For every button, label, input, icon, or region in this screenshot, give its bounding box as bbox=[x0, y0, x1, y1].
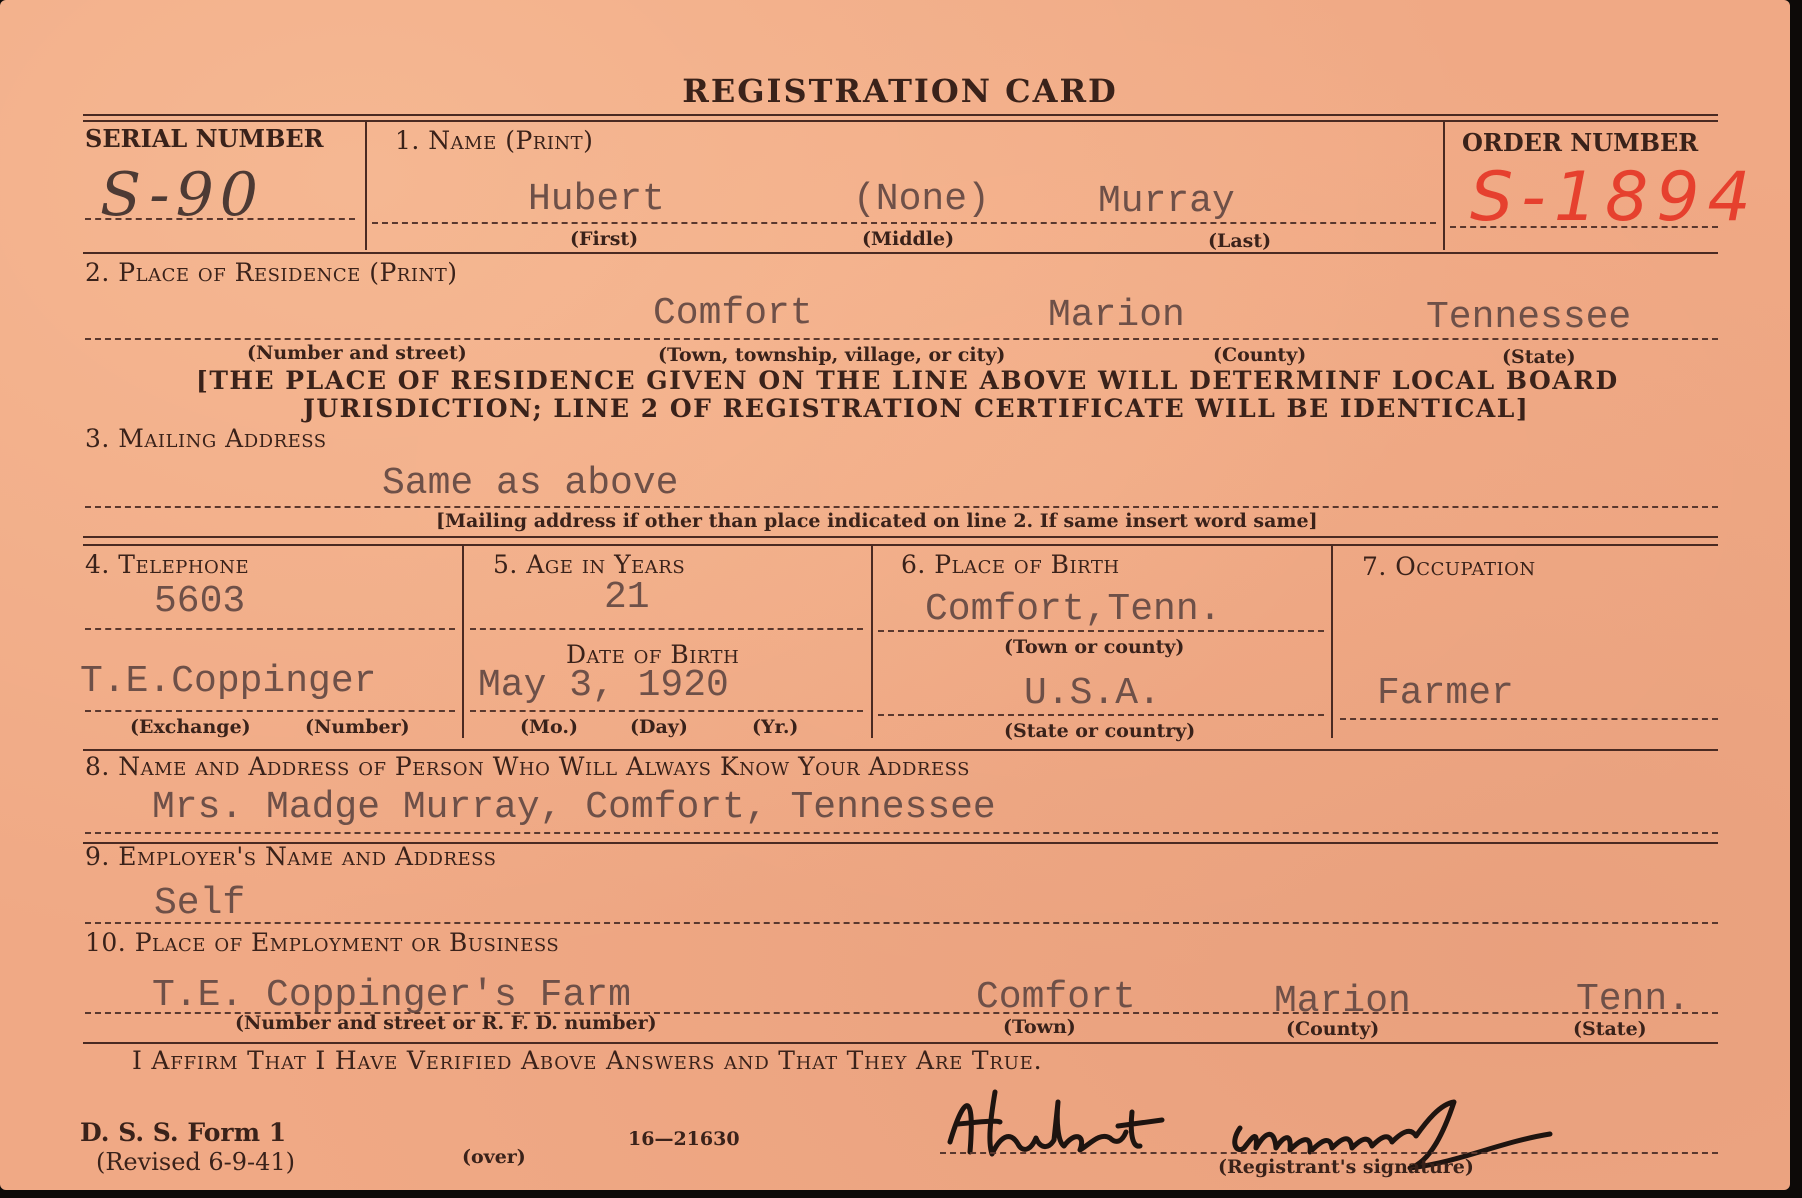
residence-town-caption: (Town, township, village, or city) bbox=[658, 344, 1006, 366]
dob-label: Date of Birth bbox=[566, 640, 740, 669]
first-name-value: Hubert bbox=[528, 178, 665, 221]
contact-label: 8. Name and Address of Person Who Will Always Know Your Address bbox=[85, 752, 970, 781]
dob-year-caption: (Yr.) bbox=[752, 716, 799, 738]
serial-number-label: SERIAL NUMBER bbox=[85, 124, 324, 153]
middle-caption: (Middle) bbox=[862, 228, 955, 250]
mailing-label: 3. Mailing Address bbox=[85, 424, 327, 453]
name-label: 1. Name (Print) bbox=[395, 126, 594, 155]
order-number-label: ORDER NUMBER bbox=[1462, 128, 1699, 157]
residence-town: Comfort bbox=[653, 292, 813, 335]
last-name-value: Murray bbox=[1098, 180, 1235, 223]
employment-town-caption: (Town) bbox=[1003, 1016, 1076, 1038]
serial-number-value: S-90 bbox=[100, 160, 264, 230]
employment-street: T.E. Coppinger's Farm bbox=[152, 974, 631, 1017]
residence-county-caption: (County) bbox=[1213, 344, 1307, 366]
mailing-value: Same as above bbox=[382, 462, 679, 505]
employer-value: Self bbox=[154, 882, 246, 925]
signature-caption: (Registrant's signature) bbox=[1218, 1156, 1474, 1178]
telephone-exchange: T.E.Coppinger bbox=[80, 660, 377, 703]
residence-state: Tennessee bbox=[1426, 296, 1632, 339]
employment-county: Marion bbox=[1274, 980, 1411, 1023]
mailing-caption: [Mailing address if other than place indicated on line 2. If same insert word same] bbox=[436, 510, 1318, 532]
residence-state-caption: (State) bbox=[1502, 346, 1576, 368]
affirmation-text: I Affirm That I Have Verified Above Answers and That They Are True. bbox=[132, 1046, 1043, 1075]
form-number: D. S. S. Form 1 bbox=[80, 1118, 287, 1147]
residence-notice-line-2: JURISDICTION; LINE 2 OF REGISTRATION CERTIFICATE WILL BE IDENTICAL] bbox=[303, 394, 1530, 423]
telephone-exchange-caption: (Exchange) bbox=[130, 716, 251, 738]
form-revised: (Revised 6-9-41) bbox=[96, 1148, 296, 1176]
residence-street-caption: (Number and street) bbox=[247, 342, 467, 364]
employment-county-caption: (County) bbox=[1286, 1018, 1380, 1040]
birthplace-country-caption: (State or country) bbox=[1004, 720, 1196, 742]
birthplace-town-caption: (Town or county) bbox=[1004, 636, 1185, 658]
employment-town: Comfort bbox=[976, 976, 1136, 1019]
form-code: 16—21630 bbox=[628, 1128, 740, 1150]
dob-day-caption: (Day) bbox=[630, 716, 688, 738]
employment-label: 10. Place of Employment or Business bbox=[85, 928, 560, 957]
age-label: 5. Age in Years bbox=[493, 550, 686, 579]
employment-street-caption: (Number and street or R. F. D. number) bbox=[235, 1012, 657, 1034]
employment-state-caption: (State) bbox=[1573, 1018, 1647, 1040]
birthplace-label: 6. Place of Birth bbox=[901, 550, 1120, 579]
age-value: 21 bbox=[604, 576, 650, 619]
dob-value: May 3, 1920 bbox=[478, 664, 729, 707]
residence-county: Marion bbox=[1048, 294, 1185, 337]
employer-label: 9. Employer's Name and Address bbox=[85, 842, 497, 871]
telephone-number: 5603 bbox=[154, 580, 246, 623]
occupation-label: 7. Occupation bbox=[1362, 552, 1536, 581]
last-caption: (Last) bbox=[1208, 230, 1272, 252]
employment-state: Tenn. bbox=[1576, 978, 1691, 1021]
birthplace-town: Comfort,Tenn. bbox=[925, 588, 1222, 631]
dob-month-caption: (Mo.) bbox=[520, 716, 578, 738]
over-note: (over) bbox=[462, 1146, 526, 1168]
residence-label: 2. Place of Residence (Print) bbox=[85, 258, 458, 287]
telephone-number-caption: (Number) bbox=[305, 716, 410, 738]
contact-value: Mrs. Madge Murray, Comfort, Tennessee bbox=[152, 786, 996, 829]
order-number-value: S-1894 bbox=[1470, 158, 1759, 237]
telephone-label: 4. Telephone bbox=[85, 550, 250, 579]
residence-notice-line-1: [THE PLACE OF RESIDENCE GIVEN ON THE LINE ABOVE WILL DETERMINF LOCAL BOARD bbox=[196, 366, 1619, 395]
middle-name-value: (None) bbox=[853, 178, 990, 221]
first-caption: (First) bbox=[570, 228, 639, 250]
card-title: REGISTRATION CARD bbox=[682, 72, 1118, 110]
birthplace-country: U.S.A. bbox=[1024, 672, 1161, 715]
occupation-value: Farmer bbox=[1377, 672, 1514, 715]
